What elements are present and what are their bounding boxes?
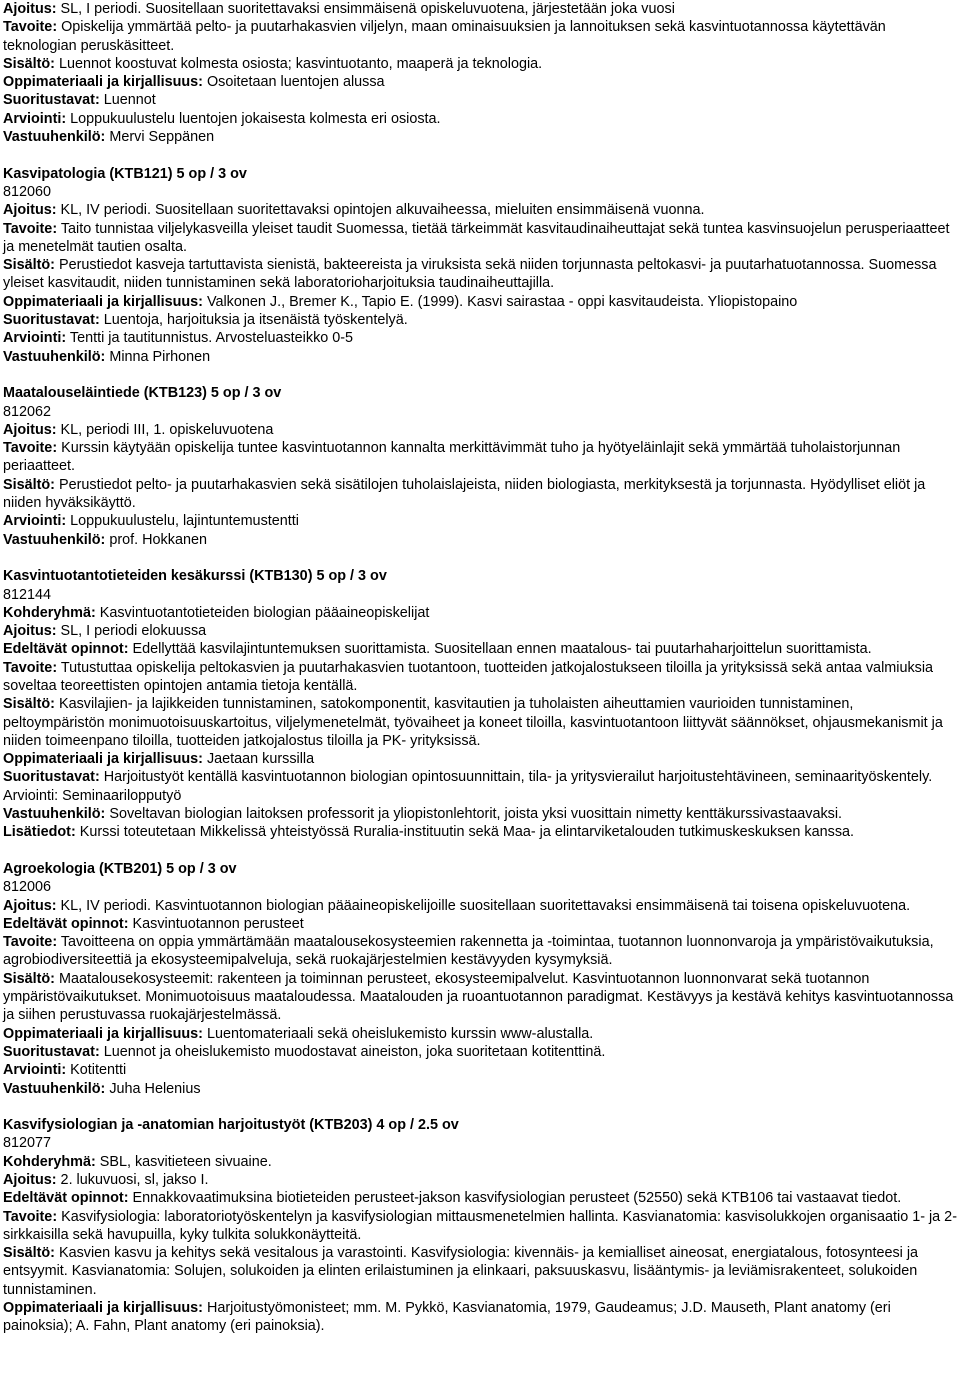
field-text: Luennot koostuvat kolmesta osiosta; kasvintuotanto, maaperä ja teknologia.	[54, 55, 543, 72]
field-label: Sisältö:	[3, 696, 55, 713]
field-label: Suoritustavat:	[3, 1043, 100, 1060]
field-ajoitus	[3, 201, 958, 219]
field-text: Maatalousekosysteemit: rakenteen ja toiminnan perusteet, ekosysteemipalvelut. Kasvintuotannon luonnonvarat sekä tuotannon ympäristövaikutukset. Monimuotoisuus maataloudessa. Maatalouden ja ruoantuotannon paradigmat. Kestävyys ja kestävä kehitys kasvintuotannossa ja siihen perustuvassa ruokajärjestelmässä.	[3, 970, 954, 1024]
field-text: Harjoitustyömonisteet; mm. M. Pykkö, Kasvianatomia, 1979, Gaudeamus; J.D. Mauseth, Plant anatomy (eri painoksia); A. Fahn, Plant anatomy (eri painoksia).	[3, 1300, 891, 1335]
field-vastuuhenkilö	[3, 805, 958, 823]
field-text: Valkonen J., Bremer K., Tapio E. (1999). Kasvi sairastaa - oppi kasvitaudeista. Yliopistopaino	[202, 293, 798, 310]
field-oppimateriaali-ja-kirjallisuus	[3, 73, 958, 91]
field-text: Kotitentti	[66, 1062, 127, 1079]
field-text: Minna Pirhonen	[105, 348, 211, 365]
field-label: Tavoite:	[3, 1208, 58, 1225]
field-label: Arviointi:	[3, 1062, 67, 1079]
field-text: SBL, kasvitieteen sivuaine.	[95, 1153, 272, 1170]
field-oppimateriaali-ja-kirjallisuus	[3, 750, 958, 768]
field-label: Oppimateriaali ja kirjallisuus:	[3, 751, 203, 768]
field-label: Suoritustavat:	[3, 769, 100, 786]
course-title: Agroekologia (KTB201) 5 op / 3 ov	[3, 860, 237, 877]
field-text: Kasvintuotannon perusteet	[128, 915, 304, 932]
field-label: Vastuuhenkilö:	[3, 1080, 106, 1097]
field-label: Tavoite:	[3, 659, 58, 676]
field-tavoite	[3, 1208, 958, 1245]
field-ajoitus	[3, 1171, 958, 1189]
field-label: Ajoitus:	[3, 202, 57, 219]
field-arviointi	[3, 512, 958, 530]
field-label: Sisältö:	[3, 476, 55, 493]
field-label: Sisältö:	[3, 55, 55, 72]
field-label: Arviointi:	[3, 513, 67, 530]
field-label: Oppimateriaali ja kirjallisuus:	[3, 74, 203, 91]
course-section	[3, 384, 958, 549]
field-tavoite	[3, 18, 958, 55]
field-text: Tutustuttaa opiskelija peltokasvien ja puutarhakasvien tuotantoon, tuotteiden jatkojalostukseen tiloilla ja yrityksissä sekä antaa valmiuksia soveltaa teoreettisten opintojen antamia tietoja kentällä.	[3, 659, 934, 694]
field-text: Perustiedot pelto- ja puutarhakasvien sekä sisätilojen tuholaislajeista, niiden biologiasta, merkityksestä ja torjunnasta. Hyödylliset eliöt ja niiden hyväksikäyttö.	[3, 476, 926, 512]
field-ajoitus	[3, 622, 958, 640]
field-label: Edeltävät opinnot:	[3, 1190, 129, 1207]
field-kohderyhmä	[3, 1153, 958, 1171]
field-suoritustavat	[3, 1043, 958, 1061]
field-label: Kohderyhmä:	[3, 1153, 96, 1170]
field-suoritustavat	[3, 768, 958, 805]
field-text: Tentti ja tautitunnistus. Arvosteluasteikko 0-5	[66, 330, 354, 347]
field-tavoite	[3, 220, 958, 257]
field-label: Suoritustavat:	[3, 312, 100, 329]
course-title: Kasvintuotantotieteiden kesäkurssi (KTB130) 5 op / 3 ov	[3, 568, 387, 585]
field-ajoitus	[3, 0, 958, 18]
field-text: Kasvintuotantotieteiden biologian pääaineopiskelijat	[95, 604, 430, 621]
field-tavoite	[3, 439, 958, 476]
course-section	[3, 567, 958, 841]
field-label: Vastuuhenkilö:	[3, 531, 106, 548]
field-text: Luennot	[99, 92, 156, 109]
field-label: Kohderyhmä:	[3, 604, 96, 621]
field-text: KL, periodi III, 1. opiskeluvuotena	[56, 421, 274, 438]
field-label: Edeltävät opinnot:	[3, 641, 129, 658]
course-section	[3, 1116, 958, 1336]
course-code: 812006	[3, 879, 52, 896]
field-label: Vastuuhenkilö:	[3, 806, 106, 823]
field-sisältö	[3, 55, 958, 73]
field-label: Tavoite:	[3, 19, 58, 36]
field-text: SL, I periodi elokuussa	[56, 623, 207, 640]
field-label: Arviointi:	[3, 110, 67, 127]
course-code: 812077	[3, 1135, 52, 1152]
document-page	[3, 0, 958, 1336]
field-text: Ennakkovaatimuksina biotieteiden perusteet-jakson kasvifysiologian perusteet (52550) sekä KTB106 tai vastaavat tiedot.	[128, 1190, 902, 1207]
field-text: Luennot ja oheislukemisto muodostavat aineiston, joka suoritetaan kotitenttinä.	[99, 1043, 606, 1060]
field-text: Luentoja, harjoituksia ja itsenäistä työskentelyä.	[99, 312, 408, 329]
field-text: Luentomateriaali sekä oheislukemisto kurssin www-alustalla.	[202, 1025, 594, 1042]
field-label: Ajoitus:	[3, 897, 57, 914]
field-text: Kasvien kasvu ja kehitys sekä vesitalous ja varastointi. Kasvifysiologia: kivennäis- ja kemialliset aineosat, energiatalous, fotosynteesi ja entsyymit. Kasvianatomia: Solujen, solukoiden ja elinten erilaistuminen ja elinkaari, paksuuskasvu, lisääntymis- ja leviämisrakenteet, solukoiden tunnistaminen.	[3, 1245, 919, 1298]
field-arviointi	[3, 110, 958, 128]
field-vastuuhenkilö	[3, 1080, 958, 1098]
field-oppimateriaali-ja-kirjallisuus	[3, 1299, 958, 1336]
field-text: Mervi Seppänen	[105, 129, 215, 146]
field-text: Kurssi toteutetaan Mikkelissä yhteistyössä Ruralia-instituutin sekä Maa- ja elintarviketalouden tutkimuskeskuksen kanssa.	[75, 824, 855, 841]
field-vastuuhenkilö	[3, 348, 958, 366]
field-suoritustavat	[3, 311, 958, 329]
field-label: Tavoite:	[3, 440, 58, 457]
field-sisältö	[3, 1244, 958, 1299]
field-sisältö	[3, 695, 958, 750]
field-label: Edeltävät opinnot:	[3, 915, 129, 932]
course-section	[3, 860, 958, 1098]
field-oppimateriaali-ja-kirjallisuus	[3, 1025, 958, 1043]
field-edeltävät-opinnot	[3, 915, 958, 933]
field-edeltävät-opinnot	[3, 640, 958, 658]
field-edeltävät-opinnot	[3, 1189, 958, 1207]
field-label: Sisältö:	[3, 1245, 55, 1262]
field-text: Edellyttää kasvilajintuntemuksen suorittamista. Suositellaan ennen maatalous- tai puutarhaharjoittelun suorittamista.	[128, 641, 872, 658]
field-label: Ajoitus:	[3, 623, 57, 640]
field-label: Oppimateriaali ja kirjallisuus:	[3, 1300, 203, 1317]
field-text: Perustiedot kasveja tartuttavista sienistä, bakteereista ja viruksista sekä niiden torjunnasta peltokasvi- ja puutarhatuotannossa. Suomessa yleiset kasvitaudit, niiden tunnistaminen sekä laboratorioharjoituksia taudinaiheuttajilla.	[3, 257, 937, 292]
field-text: KL, IV periodi. Suositellaan suoritettavaksi opintojen alkuvaiheessa, mieluiten ensimmäisenä vuonna.	[56, 202, 705, 219]
field-text: Harjoitustyöt kentällä kasvintuotannon biologian opintosuunnittain, tila- ja yritysvierailut harjoitustehtävineen, seminaarityöskentely. Arviointi: Seminaarilopputyö	[3, 769, 933, 804]
field-text: Tavoitteena on oppia ymmärtämään maatalousekosysteemien rakennetta ja -toimintaa, tuotannon luonnonvaroja ja ympäristövaikutuksia, agrobiodiversiteettiä ja ekosysteemipalveluja, sekä ruokajärjestelmien kestävyyden kysymyksiä.	[3, 934, 934, 969]
field-text: Kasvilajien- ja lajikkeiden tunnistaminen, satokomponentit, kasvitautien ja tuholaisten aiheuttamien vaurioiden tunnistaminen, peltoympäristön monimuotoisuuskartoitus, viljelymenetelmät, työvaiheet ja koneet tiloilla, kasvintuotantoon liittyvät säännökset, ohjausmekanismit ja niiden toimeenpano tiloilla, tuotteiden jatkojalostus tiloilla ja PK- yrityksissä.	[3, 696, 943, 749]
field-text: 2. lukuvuosi, sl, jakso I.	[56, 1172, 209, 1188]
field-vastuuhenkilö	[3, 531, 958, 549]
field-tavoite	[3, 659, 958, 696]
course-title: Maatalouseläintiede (KTB123) 5 op / 3 ov	[3, 385, 282, 402]
field-label: Lisätiedot:	[3, 824, 76, 841]
field-label: Arviointi:	[3, 330, 67, 347]
course-code: 812060	[3, 183, 52, 200]
field-text: Osoitetaan luentojen alussa	[202, 74, 385, 91]
field-text: Loppukuulustelu, lajintuntemustentti	[66, 513, 299, 530]
field-label: Tavoite:	[3, 220, 58, 237]
course-title: Kasvifysiologian ja -anatomian harjoitustyöt (KTB203) 4 op / 2.5 ov	[3, 1117, 459, 1134]
field-label: Vastuuhenkilö:	[3, 129, 106, 146]
field-sisältö	[3, 970, 958, 1025]
field-text: KL, IV periodi. Kasvintuotannon biologian pääaineopiskelijoille suositellaan suoritettavaksi ensimmäisenä tai toisena opiskeluvuotena.	[56, 897, 911, 914]
field-label: Ajoitus:	[3, 421, 57, 438]
field-label: Ajoitus:	[3, 1172, 57, 1188]
field-label: Oppimateriaali ja kirjallisuus:	[3, 293, 203, 310]
field-text: Taito tunnistaa viljelykasveilla yleiset taudit Suomessa, tietää tärkeimmät kasvitaudinaiheuttajat sekä tuntea kasvinsuojelun perusperiaatteet ja menetelmät tautien osalta.	[3, 220, 950, 255]
field-oppimateriaali-ja-kirjallisuus	[3, 293, 958, 311]
field-text: Kurssin käytyään opiskelija tuntee kasvintuotannon kannalta merkittävimmät tuho ja hyötyeläinlajit sekä ymmärtää tuholaistorjunnan periaatteet.	[3, 440, 901, 475]
field-text: Loppukuulustelu luentojen jokaisesta kolmesta eri osiosta.	[66, 110, 441, 127]
field-arviointi	[3, 329, 958, 347]
field-label: Tavoite:	[3, 934, 58, 951]
field-text: Jaetaan kurssilla	[202, 751, 315, 768]
field-ajoitus	[3, 421, 958, 439]
field-text: SL, I periodi. Suositellaan suoritettavaksi ensimmäisenä opiskeluvuotena, järjestetään joka vuosi	[56, 1, 675, 17]
course-section	[3, 165, 958, 366]
field-label: Sisältö:	[3, 970, 55, 987]
course-section	[3, 0, 958, 146]
field-text: prof. Hokkanen	[105, 531, 207, 548]
field-vastuuhenkilö	[3, 128, 958, 146]
field-lisätiedot	[3, 823, 958, 841]
field-text: Soveltavan biologian laitoksen professorit ja yliopistonlehtorit, joista yksi vuosittain nimetty kenttäkurssivastaavaksi.	[105, 806, 843, 823]
field-tavoite	[3, 933, 958, 970]
course-code: 812062	[3, 403, 52, 420]
course-code: 812144	[3, 586, 52, 603]
field-arviointi	[3, 1061, 958, 1079]
field-suoritustavat	[3, 91, 958, 109]
field-label: Sisältö:	[3, 257, 55, 274]
field-sisältö	[3, 256, 958, 293]
field-ajoitus	[3, 897, 958, 915]
field-text: Juha Helenius	[105, 1080, 201, 1097]
field-label: Vastuuhenkilö:	[3, 348, 106, 365]
field-sisältö	[3, 476, 958, 513]
course-title: Kasvipatologia (KTB121) 5 op / 3 ov	[3, 165, 247, 182]
field-label: Suoritustavat:	[3, 92, 100, 109]
field-text: Opiskelija ymmärtää pelto- ja puutarhakasvien viljelyn, maan ominaisuuksien ja lannoituksen sekä kasvintuotannossa käytettävän teknologian peruskäsitteet.	[3, 19, 886, 54]
field-label: Oppimateriaali ja kirjallisuus:	[3, 1025, 203, 1042]
field-text: Kasvifysiologia: laboratoriotyöskentelyn ja kasvifysiologian mittausmenetelmien hallinta. Kasvianatomia: kasvisolukkojen organisaatio 1- ja 2-sirkkaisilla sekä havupuilla, kyky tulkita solukkonäytteitä.	[3, 1208, 957, 1243]
field-label: Ajoitus:	[3, 1, 57, 17]
field-kohderyhmä	[3, 604, 958, 622]
